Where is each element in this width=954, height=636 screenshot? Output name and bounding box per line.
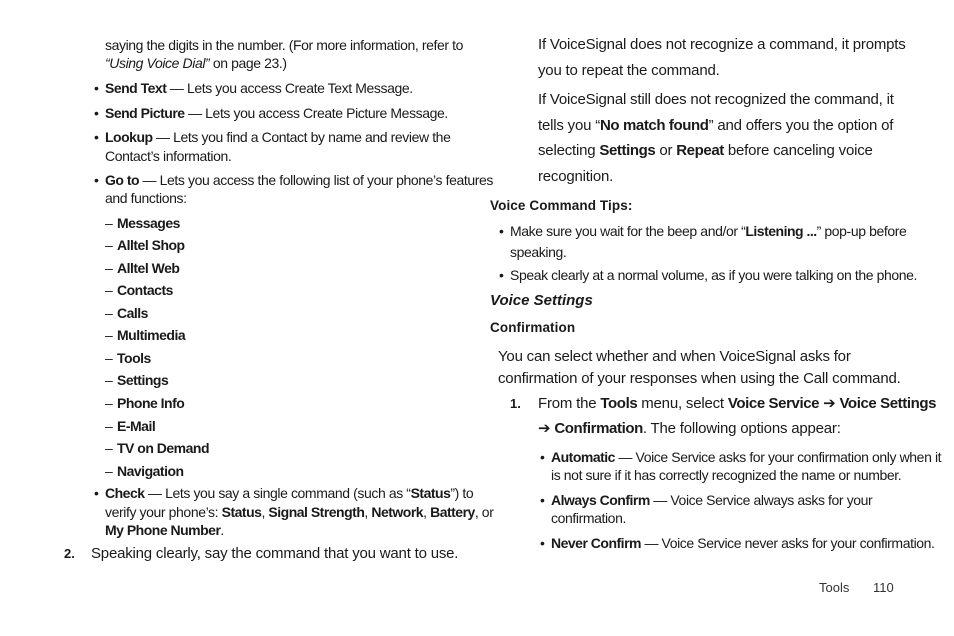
goto-item: – Alltel Web [117,259,179,277]
paragraph: If VoiceSignal still does not recognized the command, it [538,91,894,108]
option-always-confirm-cont: confirmation. [551,510,626,526]
section-title: Voice Settings [490,292,593,309]
option-always-confirm: • Always Confirm — Voice Service always asks for your [551,491,872,509]
intro-line-2: “Using Voice Dial” on page 23.) [105,55,287,71]
lookup-desc-cont: Contact’s information. [105,148,232,164]
goto-item: – TV on Demand [117,439,209,457]
arrow-icon: ➔ [538,420,551,437]
confirmation-heading: Confirmation [490,320,576,335]
goto-item: – Contacts [117,281,173,299]
goto-item: – E-Mail [117,417,155,435]
list-item-goto: • Go to — Lets you access the following list of your phone’s features [105,171,493,189]
goto-item: – Calls [117,304,148,322]
step-number: 2. [64,546,75,561]
voice-dial-link[interactable]: “Using Voice Dial” [105,55,210,71]
list-item-send-text: • Send Text — Lets you access Create Text Message. [105,79,413,97]
tip-item: • Speak clearly at a normal volume, as if you were talking on the phone. [510,266,917,284]
step-2-text: Speaking clearly, say the command that you want to use. [91,545,459,562]
option-automatic: • Automatic — Voice Service asks for your confirmation only when it [551,448,941,466]
paragraph: recognition. [538,168,614,185]
footer-section: Tools [819,580,850,595]
page-number: 110 [873,580,894,595]
tip-item: • Make sure you wait for the beep and/or “Listening ...” pop-up before [510,222,906,240]
check-desc-end: My Phone Number. [105,522,224,538]
step-number: 1. [510,396,521,411]
goto-item: – Settings [117,371,168,389]
goto-item: – Multimedia [117,326,185,344]
intro-line: saying the digits in the number. (For more information, refer to [105,37,464,53]
goto-item: – Phone Info [117,394,184,412]
paragraph: you to repeat the command. [538,62,720,79]
goto-item: – Messages [117,214,180,232]
step-1-text: From the Tools menu, select Voice Service ➔ Voice Settings [538,395,937,412]
step-1-text-cont: ➔ Confirmation. The following options appear: [538,420,841,437]
list-item-send-picture: • Send Picture — Lets you access Create Picture Message. [105,104,448,122]
paragraph: tells you “No match found” and offers you the option of [538,117,894,134]
paragraph: confirmation of your responses when using the Call command. [498,370,901,387]
goto-desc-cont: and functions: [105,190,187,206]
tip-item-cont: speaking. [510,244,567,260]
arrow-icon: ➔ [823,395,836,412]
check-desc-cont: verify your phone’s: Status, Signal Strength, Network, Battery, or [105,504,494,520]
list-item-check: • Check — Lets you say a single command (such as “Status”) to [105,484,473,502]
paragraph: If VoiceSignal does not recognize a command, it prompts [538,36,906,53]
goto-item: – Alltel Shop [117,236,185,254]
option-automatic-cont: is not sure if it has correctly recognized the name or number. [551,467,902,483]
tips-heading: Voice Command Tips: [490,198,633,213]
paragraph: selecting Settings or Repeat before canceling voice [538,142,873,159]
paragraph: You can select whether and when VoiceSignal asks for [498,348,851,365]
goto-item: – Tools [117,349,151,367]
option-never-confirm: • Never Confirm — Voice Service never asks for your confirmation. [551,534,935,552]
goto-item: – Navigation [117,462,184,480]
list-item-lookup: • Lookup — Lets you find a Contact by name and review the [105,128,450,146]
